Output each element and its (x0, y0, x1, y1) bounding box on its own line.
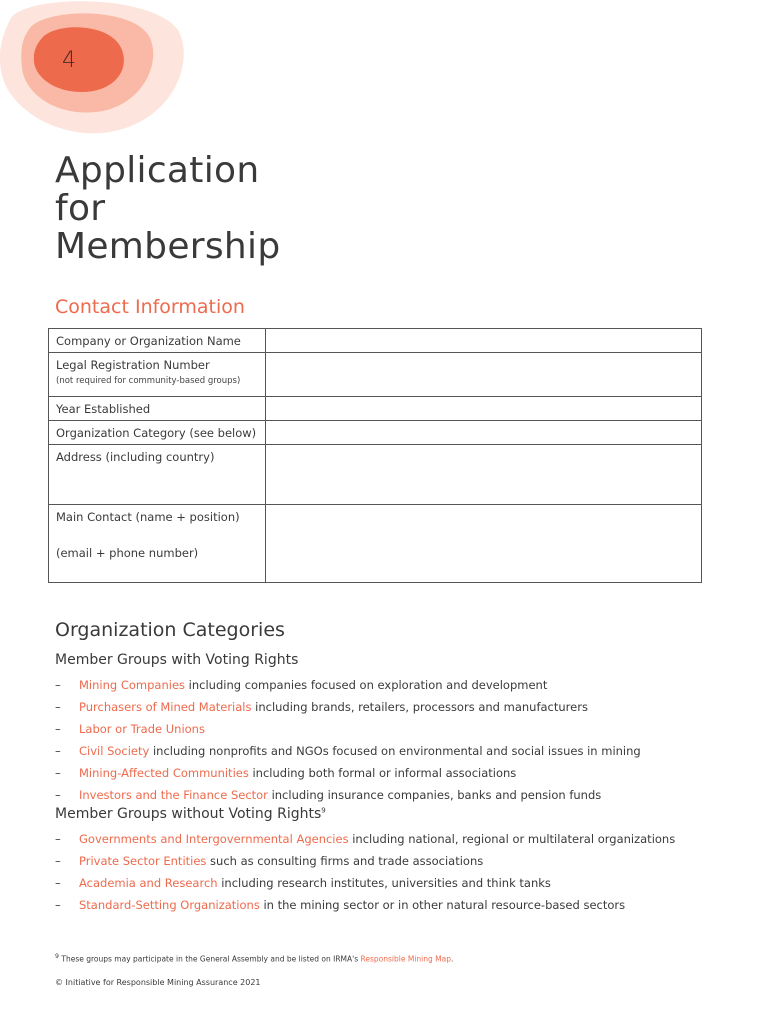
row-label: Year Established (49, 397, 266, 421)
nonvoting-groups-list (55, 831, 755, 919)
main-contact-field[interactable] (266, 505, 702, 583)
page-title (55, 152, 281, 266)
row-note: (not required for community-based groups) (56, 376, 241, 386)
voting-groups-heading: Member Groups with Voting Rights (55, 652, 299, 668)
list-item: – Standard-Setting Organizations in the mining sector or in other natural resource-based sectors (55, 898, 626, 912)
contact-heading: Contact Information (55, 296, 245, 318)
table-row (49, 397, 702, 421)
list-item: – Mining Companies including companies focused on exploration and development (55, 678, 548, 692)
footnote-reference: 9 (321, 806, 326, 815)
list-item: – Private Sector Entities such as consulting firms and trade associations (55, 854, 484, 868)
table-row (49, 445, 702, 505)
footnote: $^9$ These groups may participate in the General Assembly and be listed on IRMA's Responsible Mining Map. (55, 953, 454, 964)
list-item: – Labor or Trade Unions (55, 722, 205, 736)
row-label: Address (including country) (49, 445, 266, 505)
decorative-blob (0, 0, 200, 140)
title-line-1: Application (55, 150, 260, 191)
registration-number-field[interactable] (266, 353, 702, 397)
row-label: Main Contact (name + position) (email + phone number) (49, 505, 266, 583)
nonvoting-groups-heading: Member Groups without Voting Rights$^9$ (55, 806, 326, 822)
title-line-3: Membership (55, 226, 281, 267)
row-note: (email + phone number) (56, 546, 199, 560)
table-row (49, 505, 702, 583)
list-item: – Investors and the Finance Sector including insurance companies, banks and pension funds (55, 788, 602, 802)
list-item: – Civil Society including nonprofits and NGOs focused on environmental and social issues in mining (55, 744, 641, 758)
row-label: Legal Registration Number (not required for community-based groups) (49, 353, 266, 397)
voting-groups-list (55, 677, 755, 809)
page-number: 4 (62, 48, 76, 73)
list-item: – Governments and Intergovernmental Agencies including national, regional or multilateral organizations (55, 832, 676, 846)
table-row (49, 421, 702, 445)
company-name-field[interactable] (266, 329, 702, 353)
organization-category-field[interactable] (266, 421, 702, 445)
copyright: © Initiative for Responsible Mining Assurance 2021 (55, 978, 261, 987)
categories-heading: Organization Categories (55, 619, 285, 641)
row-label: Organization Category (see below) (49, 421, 266, 445)
responsible-mining-map-link[interactable]: Responsible Mining Map (360, 954, 451, 964)
table-row (49, 353, 702, 397)
title-line-2: for (55, 188, 106, 229)
list-item: – Mining-Affected Communities including both formal or informal associations (55, 766, 517, 780)
table-row (49, 329, 702, 353)
list-item: – Academia and Research including research institutes, universities and think tanks (55, 876, 551, 890)
address-field[interactable] (266, 445, 702, 505)
contact-table (48, 328, 702, 583)
year-established-field[interactable] (266, 397, 702, 421)
list-item: – Purchasers of Mined Materials including brands, retailers, processors and manufacturers (55, 700, 588, 714)
row-label: Company or Organization Name (49, 329, 266, 353)
